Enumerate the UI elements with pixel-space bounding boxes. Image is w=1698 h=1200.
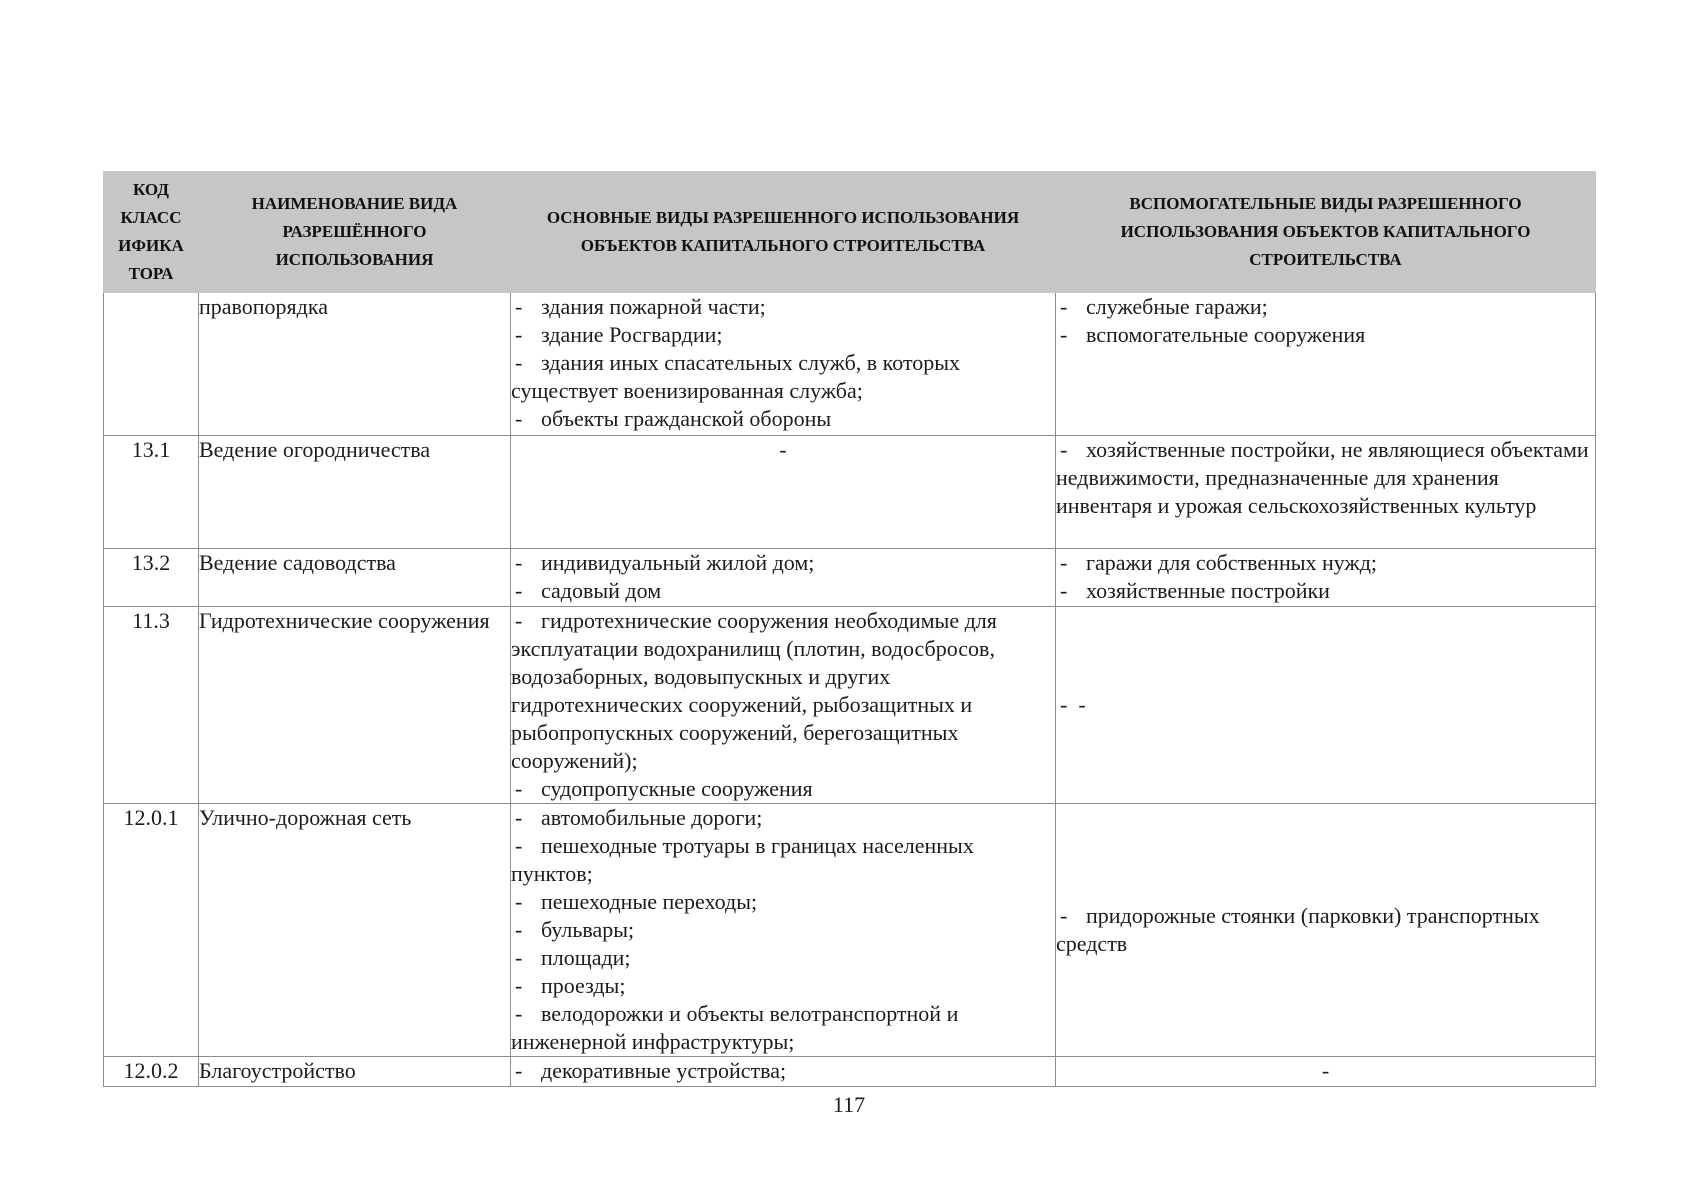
row-code: 13.2 bbox=[104, 549, 199, 607]
list-item-text: бульвары; bbox=[541, 917, 635, 942]
header-name-text: НАИМЕНОВАНИЕ ВИДА РАЗРЕШЁННОГО ИСПОЛЬЗОВАНИЯ bbox=[251, 194, 458, 269]
list-item bbox=[1056, 321, 1595, 349]
row-basic-uses bbox=[511, 804, 1056, 1057]
list-item bbox=[511, 944, 1055, 972]
header-basic-text: ОСНОВНЫЕ ВИДЫ РАЗРЕШЕННОГО ИСПОЛЬЗОВАНИЯ ОБЪЕКТОВ КАПИТАЛЬНОГО СТРОИТЕЛЬСТВА bbox=[546, 208, 1020, 255]
list-item bbox=[511, 1000, 1055, 1056]
list-item-text: проезды; bbox=[541, 973, 626, 998]
bullet: - bbox=[515, 1001, 523, 1026]
list-item bbox=[511, 577, 1055, 605]
list-item bbox=[511, 972, 1055, 1000]
list-item-text: хозяйственные постройки bbox=[1086, 578, 1330, 603]
header-name bbox=[199, 172, 511, 293]
bullet: - bbox=[1060, 550, 1068, 575]
list-item-text: служебные гаражи; bbox=[1086, 294, 1268, 319]
header-code: КОД КЛАСС ИФИКА ТОРА bbox=[104, 172, 199, 293]
list-item-text: гаражи для собственных нужд; bbox=[1086, 550, 1377, 575]
land-use-table bbox=[103, 171, 1596, 1087]
list-item-text: объекты гражданской обороны bbox=[541, 406, 832, 431]
bullet: - bbox=[515, 294, 523, 319]
list-item-text: хозяйственные постройки, не являющиеся объектами недвижимости, предназначенные для хранения инвентаря и урожая сельскохозяйственных культур bbox=[1056, 437, 1589, 518]
row-name: Ведение огородничества bbox=[199, 436, 511, 549]
table-row bbox=[104, 607, 1596, 804]
row-code: 12.0.2 bbox=[104, 1057, 199, 1087]
list-item bbox=[1056, 577, 1595, 605]
table-row bbox=[104, 293, 1596, 436]
bullet: - bbox=[515, 917, 523, 942]
list-item-text: гидротехнические сооружения необходимые для эксплуатации водохранилищ (плотин, водосбросов, водозаборных, водовыпускных и других гидротехнических сооружений, рыбозащитных и рыбопропускных сооружений, берегозащитных сооружений); bbox=[511, 608, 997, 773]
list-item bbox=[511, 1057, 1055, 1085]
row-aux-uses bbox=[1056, 293, 1596, 436]
row-name: правопорядка bbox=[199, 293, 511, 436]
row-basic-uses bbox=[511, 549, 1056, 607]
list-item-text: велодорожки и объекты велотранспортной и инженерной инфраструктуры; bbox=[511, 1001, 959, 1054]
header-aux-text: ВСПОМОГАТЕЛЬНЫЕ ВИДЫ РАЗРЕШЕННОГО ИСПОЛЬЗОВАНИЯ ОБЪЕКТОВ КАПИТАЛЬНОГО СТРОИТЕЛЬСТВА bbox=[1120, 194, 1531, 269]
bullet: - bbox=[1060, 322, 1068, 347]
row-name: Ведение садоводства bbox=[199, 549, 511, 607]
bullet: - bbox=[1060, 903, 1068, 928]
bullet: - bbox=[515, 776, 523, 801]
list-item-text: пешеходные тротуары в границах населенных пунктов; bbox=[511, 833, 974, 886]
list-item bbox=[511, 321, 1055, 349]
row-name: Улично-дорожная сеть bbox=[199, 804, 511, 1057]
bullet: - bbox=[515, 578, 523, 603]
list-item-text: декоративные устройства; bbox=[541, 1058, 787, 1083]
bullet: - bbox=[515, 350, 523, 375]
bullet: - bbox=[1060, 294, 1068, 319]
bullet: - bbox=[515, 833, 523, 858]
list-item-text: здание Росгвардии; bbox=[541, 322, 723, 347]
row-code: 13.1 bbox=[104, 436, 199, 549]
row-basic-uses bbox=[511, 607, 1056, 804]
list-item bbox=[511, 888, 1055, 916]
list-item-text: здания пожарной части; bbox=[541, 294, 766, 319]
bullet: - bbox=[515, 406, 523, 431]
row-code: 12.0.1 bbox=[104, 804, 199, 1057]
list-item bbox=[1056, 293, 1595, 321]
list-item bbox=[511, 775, 1055, 803]
list-item bbox=[511, 293, 1055, 321]
list-item-text: автомобильные дороги; bbox=[541, 805, 763, 830]
list-item-text: площади; bbox=[541, 945, 631, 970]
row-basic-uses bbox=[511, 293, 1056, 436]
row-name: Благоустройство bbox=[199, 1057, 511, 1087]
list-item bbox=[511, 607, 1055, 775]
table-row bbox=[104, 549, 1596, 607]
list-item-text: индивидуальный жилой дом; bbox=[541, 550, 815, 575]
bullet: - bbox=[515, 805, 523, 830]
table-row bbox=[104, 436, 1596, 549]
row-aux-uses: - bbox=[1056, 1057, 1596, 1087]
row-code bbox=[104, 293, 199, 436]
list-item bbox=[511, 804, 1055, 832]
table-row bbox=[104, 1057, 1596, 1087]
row-aux-uses bbox=[1056, 804, 1596, 1057]
row-name: Гидротехнические сооружения bbox=[199, 607, 511, 804]
row-aux-uses bbox=[1056, 607, 1596, 804]
bullet: - bbox=[1060, 437, 1068, 462]
list-item-text: здания иных спасательных служб, в которых существует военизированная служба; bbox=[511, 350, 961, 403]
page-number: 117 bbox=[832, 1092, 866, 1117]
bullet: - bbox=[515, 945, 523, 970]
list-item bbox=[511, 916, 1055, 944]
list-item bbox=[511, 405, 1055, 433]
bullet: - bbox=[1060, 578, 1068, 603]
list-item-text: придорожные стоянки (парковки) транспортных средств bbox=[1056, 903, 1540, 956]
bullet: - bbox=[515, 550, 523, 575]
row-code: 11.3 bbox=[104, 607, 199, 804]
list-item-text: пешеходные переходы; bbox=[541, 889, 758, 914]
bullet: - bbox=[515, 608, 523, 633]
list-item-text: вспомогательные сооружения bbox=[1086, 322, 1366, 347]
list-item bbox=[1056, 436, 1595, 520]
list-item-text: судопропускные сооружения bbox=[541, 776, 813, 801]
aux-dashes: - - bbox=[1060, 692, 1086, 717]
list-item bbox=[1056, 549, 1595, 577]
table-row bbox=[104, 804, 1596, 1057]
row-basic-uses: - bbox=[511, 436, 1056, 549]
bullet: - bbox=[515, 889, 523, 914]
list-item bbox=[511, 349, 1055, 405]
list-item bbox=[1056, 902, 1595, 958]
list-item bbox=[511, 549, 1055, 577]
bullet: - bbox=[515, 973, 523, 998]
header-aux bbox=[1056, 172, 1596, 293]
bullet: - bbox=[515, 1058, 523, 1083]
table-header-row bbox=[104, 172, 1596, 293]
bullet: - bbox=[515, 322, 523, 347]
row-aux-uses bbox=[1056, 549, 1596, 607]
list-item-text: садовый дом bbox=[541, 578, 662, 603]
header-basic bbox=[511, 172, 1056, 293]
row-aux-uses bbox=[1056, 436, 1596, 549]
list-item bbox=[511, 832, 1055, 888]
row-basic-uses bbox=[511, 1057, 1056, 1087]
